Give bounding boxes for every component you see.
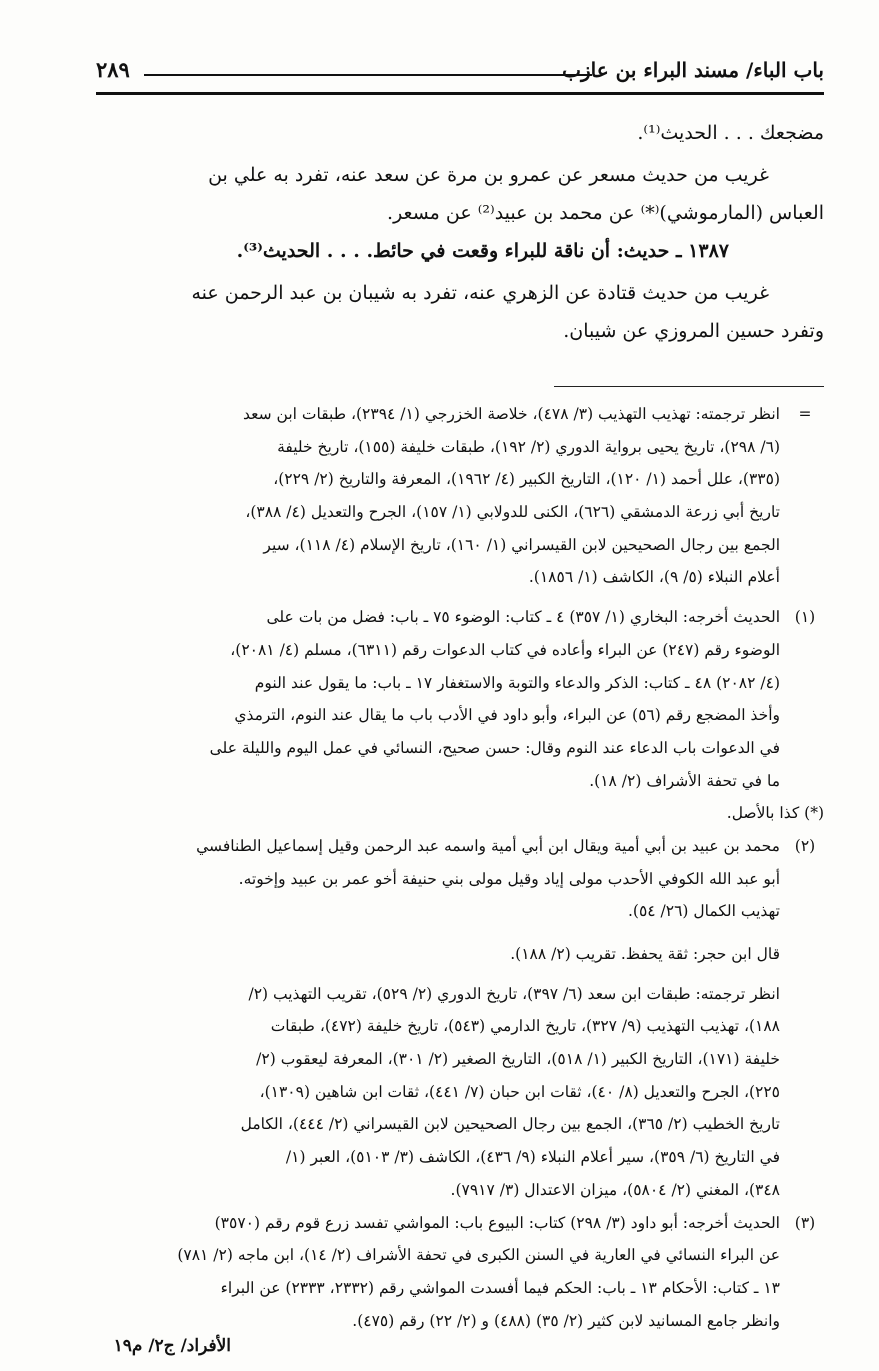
footnote-line: (٦/ ٢٩٨)، تاريخ يحيى برواية الدوري (٢/ ١٩٢)، طبقات خليفة (١٥٥)، تاريخ خليفة: [277, 437, 780, 456]
footnote-line: قال ابن حجر: ثقة يحفظ. تقريب (٢/ ١٨٨).: [510, 945, 780, 963]
footnote-line: خليفة (١٧١)، التاريخ الكبير (١/ ٥١٨)، التاريخ الصغير (٢/ ٣٠١)، المعرفة ليعقوب (٢/: [256, 1050, 780, 1069]
footnote-marker-2: (٢): [794, 836, 816, 855]
header-title: باب الباء/ مسند البراء بن عازب: [562, 58, 824, 82]
footnote-line: تهذيب الكمال (٢٦/ ٥٤).: [627, 902, 780, 921]
footnote-line: ٣٤٨)، المغني (٢/ ٥٨٠٤)، ميزان الاعتدال (٣/ ٧٩١٧).: [450, 1180, 780, 1199]
footnote-line: تاريخ الخطيب (٢/ ٣٦٥)، الجمع بين رجال الصحيحين لابن القيسراني (٢/ ٤٤٤)، الكامل: [240, 1115, 780, 1134]
footnote-line: أبو عبد الله الكوفي الأحدب مولى إياد وقيل مولى بني حنيفة أخو عمر بن عبيد وإخوته.: [238, 869, 780, 888]
signature-mark: الأفراد/ ج٢/ م١٩: [113, 1336, 231, 1356]
footnote-line: (٣٣٥)، علل أحمد (١/ ١٢٠)، التاريخ الكبير (٤/ ١٩٦٢)، المعرفة والتاريخ (٢/ ٢٢٩)،: [273, 470, 780, 489]
footnote-line: الجمع بين رجال الصحيحين لابن القيسراني (١/ ١٦٠)، تاريخ الإسلام (٤/ ١١٨)، سير: [263, 535, 780, 554]
footnote-line: الوضوء رقم (٢٤٧) عن البراء وأعاده في كتاب الدعوات رقم (٦٣١١)، مسلم (٤/ ٢٠٨١)،: [230, 640, 780, 659]
footnote-line: (٢) محمد بن عبيد بن أبي أمية ويقال ابن أبي أمية واسمه عبد الرحمن وقيل إسماعيل الطنافسي: [96, 830, 824, 863]
continuation-marker: =: [798, 405, 812, 423]
footnote-line: انظر ترجمته: طبقات ابن سعد (٦/ ٣٩٧)، تاريخ الدوري (٢/ ٥٢٩)، تقريب التهذيب (٢/: [248, 984, 780, 1003]
main-text: [96, 114, 824, 350]
header-rule: [96, 92, 824, 95]
main-line: وتفرد حسين المروزي عن شيبان.: [563, 320, 824, 342]
footnote-line: في الدعوات باب الدعاء عند النوم وقال: حسن صحيح، النسائي في عمل اليوم والليلة على: [209, 738, 780, 757]
footnotes: [96, 398, 824, 1337]
footnote-line: (٣) الحديث أخرجه: أبو داود (٣/ ٢٩٨) كتاب: البيوع باب: المواشي تفسد زرع قوم رقم (٣٥٧٠): [96, 1207, 824, 1240]
running-header: [96, 52, 824, 92]
page-number: ٢٨٩: [96, 57, 130, 82]
footnote-marker-1: (١): [794, 608, 816, 627]
footnote-separator: [554, 386, 824, 387]
main-line: مضجعك . . . الحديث⁽¹⁾.: [637, 122, 824, 144]
footnote-line: ١٨٨)، تهذيب التهذيب (٩/ ٣٢٧)، تاريخ الدارمي (٥٤٣)، تاريخ خليفة (٤٧٢)، طبقات: [270, 1017, 780, 1036]
main-line: غريب من حديث مسعر عن عمرو بن مرة عن سعد عنه، تفرد به علي بن: [208, 164, 769, 186]
footnote-line: وأخذ المضجع رقم (٥٦) عن البراء، وأبو داود في الأدب باب ما يقال عند النوم، الترمذي: [234, 706, 780, 725]
footnote-line: تاريخ أبي زرعة الدمشقي (٦٢٦)، الكنى للدولابي (١/ ١٥٧)، الجرح والتعديل (٤/ ٣٨٨)،: [245, 503, 780, 522]
footnote-marker-3: (٣): [794, 1213, 816, 1232]
footnote-line: (١) الحديث أخرجه: البخاري (١/ ٣٥٧) ٤ ـ كتاب: الوضوء ٧٥ ـ باب: فضل من بات على: [96, 601, 824, 634]
main-line: العباس (المارموشي)⁽*⁾ عن محمد بن عبيد⁽²⁾ عن مسعر.: [387, 202, 824, 224]
main-line: غريب من حديث قتادة عن الزهري عنه، تفرد به شيبان بن عبد الرحمن عنه: [191, 282, 769, 304]
footnote-line: ما في تحفة الأشراف (٢/ ١٨).: [589, 771, 780, 790]
star-note: (*) كذا بالأصل.: [726, 804, 824, 823]
footnote-line: وانظر جامع المسانيد لابن كثير (٢/ ٣٥) (٤٨٨) و (٢/ ٢٢) رقم (٤٧٥).: [352, 1311, 780, 1330]
footnote-line: في التاريخ (٦/ ٣٥٩)، سير أعلام النبلاء (٩/ ٤٣٦)، الكاشف (٣/ ٥١٠٣)، العبر (١/: [285, 1148, 780, 1167]
footnote-line: ١٣ ـ كتاب: الأحكام ١٣ ـ باب: الحكم فيما أفسدت المواشي رقم (٢٣٣٢، ٢٣٣٣) عن البراء: [220, 1278, 780, 1297]
footnote-line: ٢٢٥)، الجرح والتعديل (٨/ ٤٠)، ثقات ابن حبان (٧/ ٤٤١)، ثقات ابن شاهين (١٣٠٩)،: [259, 1082, 780, 1101]
footnote-line: = انظر ترجمته: تهذيب التهذيب (٣/ ٤٧٨)، خلاصة الخزرجي (١/ ٢٣٩٤)، طبقات ابن سعد: [96, 398, 824, 431]
header-leader-line: [144, 74, 592, 76]
footnote-line: أعلام النبلاء (٥/ ٩)، الكاشف (١/ ١٨٥٦).: [528, 568, 780, 587]
footnote-line: (٤/ ٢٠٨٢) ٤٨ ـ كتاب: الذكر والدعاء والتوبة والاستغفار ١٧ ـ باب: ما يقول عند النوم: [254, 673, 780, 692]
hadith-heading: ١٣٨٧ ـ حديث: أن ناقة للبراء وقعت في حائط. . . . الحديث⁽³⁾.: [236, 240, 729, 262]
footnote-line: عن البراء النسائي في العارية في السنن الكبرى في تحفة الأشراف (٢/ ١٤)، ابن ماجه (٢/ ٧٨١): [177, 1246, 780, 1265]
